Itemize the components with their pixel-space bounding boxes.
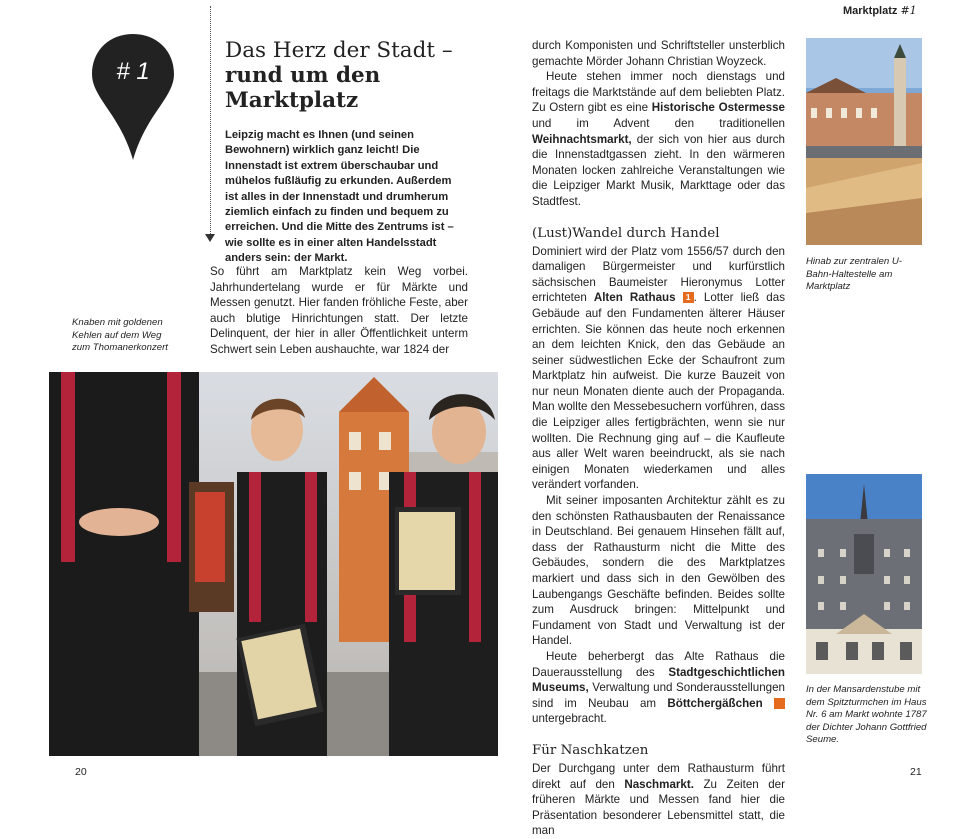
page-number-left: 20 — [75, 766, 87, 778]
running-header-number: #1 — [900, 4, 917, 17]
article-body-right — [532, 38, 793, 839]
subheading: (Lust)Wandel durch Handel — [532, 225, 720, 241]
lead-paragraph: Leipzig macht es Ihnen (und seinen Bewohnern) wirklich ganz leicht! Die Innenstadt ist extrem überschaubar und mühelos fußläufig zu erkunden. Außerdem ist alles in der Innenstadt und drumherum ziemlich einfach zu finden und bequem zu erreichen. Und die Mitte des Zentrums ist – wie sollte es in einer alten Handelsstadt anders sein: der Markt. — [225, 129, 454, 265]
paragraph: Heute stehen immer noch dienstags und freitags die Marktstände auf dem beliebten Platz. Zu Ostern gibt es eine Historische Ostermesse und im Advent den traditionellen Weihnachtsmarkt, der sich von hier aus durch die Innenstadtgassen zieht. In den wärmeren Monaten locken zahlreiche Veranstaltungen wie die Leipziger Markt Musik, Markttage oder das Stadtfest. — [532, 70, 785, 208]
pin-number: # 1 — [116, 58, 150, 85]
highlight-naschmarkt: Naschmarkt. — [624, 777, 694, 791]
map-pin-icon — [90, 32, 176, 162]
page-number-right: 21 — [910, 766, 922, 778]
paragraph: Mit seiner imposanten Architektur zählt es zu den schönsten Rathausbauten der Renaissance in Deutschland. Bei genauem Hinsehen fällt auf, dass der Rathausturm nicht die Mitte des Gebäudes, sondern die des Marktplatzes markiert und dass sich in den Gewölben des Laubengangs Geschäfte befinden. Beides sollte zum Ausdruck bringen: Mittelpunkt und Fundament von Stadt und Verwaltung ist der Handel. — [532, 494, 785, 648]
highlight-weihnachtsmarkt: Weihnachtsmarkt, — [532, 132, 632, 146]
paragraph: Dominiert wird der Platz vom 1556/57 durch den damaligen Bürgermeister und kurfürstlich sächsischen Baumeister Hieronymus Lotter errichteten Alten Rathaus 1 . Lotter ließ das Gebäude auf den Fundamenten älterer Häuser errichten. Sie können das heute noch erkennen an dem leichten Knick, den das Gebäude an seiner südwestlichen Ecke der Schaufront zum Marktplatz hin aufweist. Die kurze Bauzeit von nur neun Monaten diente auch der Propaganda. Man wollte den Messebesuchern vorführen, dass die Leipziger alles fertigbrächten, wenn sie nur wollten. Die Rechnung ging auf – die Kaufleute aus aller Welt waren beeindruckt, als sie nach einigen Monaten wiederkamen und alles verändert vorfanden. — [532, 244, 785, 492]
title-line-2: rund um den — [225, 63, 381, 88]
highlight-ostermesse: Historische Ostermesse — [651, 101, 785, 115]
subheading: Für Naschkatzen — [532, 742, 649, 758]
old-town-hall-photo — [806, 38, 922, 245]
paragraph: Heute beherbergt das Alte Rathaus die Dauerausstellung des Stadtgeschichtlichen Museums, Verwaltung und Sonderausstellungen sind im Neubau am Böttchergäßchen 2 untergebracht. — [532, 649, 793, 726]
highlight-museum: Stadtgeschichtlichen Museums, — [532, 665, 785, 695]
title-line-1: Das Herz der Stadt – — [225, 38, 453, 63]
arrow-down-icon — [205, 234, 215, 242]
photo-caption-left: Knaben mit goldenen Kehlen auf dem Weg zum Thomanerkonzert — [72, 317, 168, 353]
paragraph: Der Durchgang unter dem Rathausturm führt direkt auf den Naschmarkt. Zu Zeiten der früheren Märkte und Messen fand hier die Präsentation besonderer Lebensmittel statt, die man — [532, 761, 785, 838]
running-header — [843, 4, 917, 17]
highlight-altes-rathaus: Alten Rathaus — [593, 291, 676, 305]
map-marker-badge: 2 — [774, 698, 785, 709]
highlight-boettchergaesschen: Böttchergäßchen — [667, 696, 763, 710]
article-title — [225, 38, 505, 113]
running-header-section: Marktplatz — [843, 5, 898, 17]
body-paragraph-left: So führt am Marktplatz kein Weg vorbei. Jahrhundertelang wurde er für Märkte und Messen genutzt. Hier fanden fröhliche Feste, aber auch blutige Hinrichtungen statt. Der letzte Delinquent, der hier in aller Öffentlichkeit unterm Schwert sein Leben aushauchte, war 1824 der — [210, 265, 468, 356]
boys-choir-photo — [49, 372, 498, 756]
title-line-3: Marktplatz — [225, 88, 359, 113]
paragraph: durch Komponisten und Schriftsteller unsterblich gemachte Mörder Johann Christian Woyzeck. — [532, 39, 785, 68]
photo-caption-top: Hinab zur zentralen U-Bahn-Haltestelle am Marktplatz — [806, 256, 902, 292]
map-marker-badge: 1 — [683, 292, 694, 303]
photo-caption-bottom: In der Mansardenstube mit dem Spitzturmchen im Haus Nr. 6 am Markt wohnte 1787 der Dichter Johann Gottfried Seume. — [806, 684, 927, 745]
dotted-guide-line — [210, 6, 211, 238]
mansard-tower-photo — [806, 474, 922, 674]
